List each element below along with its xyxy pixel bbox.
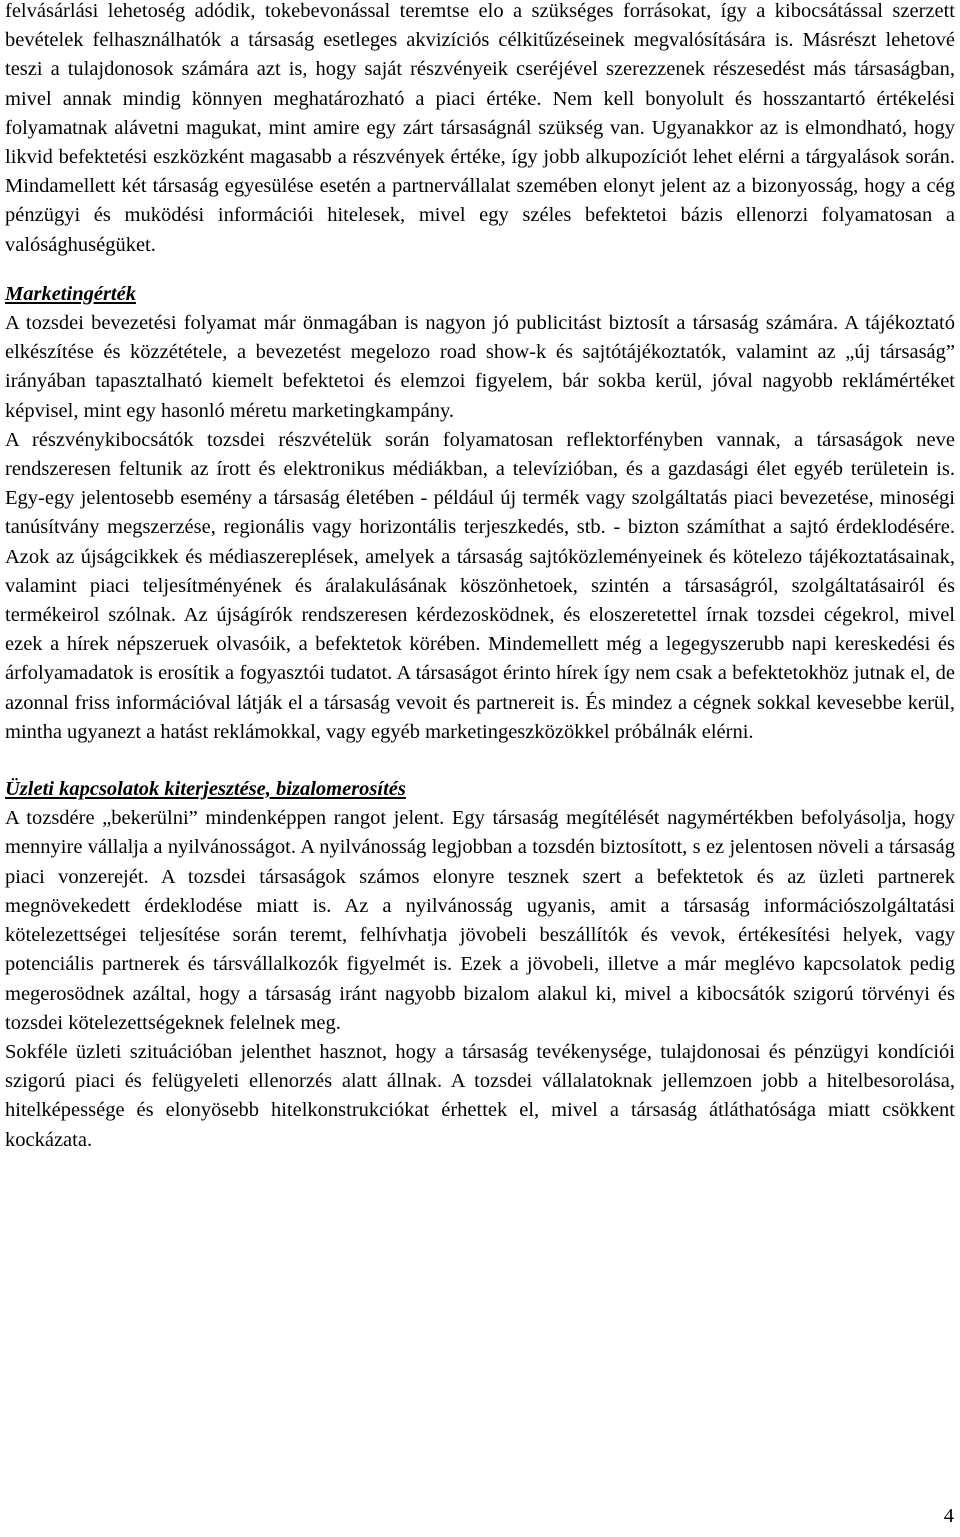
marketing-heading: Marketingérték xyxy=(5,282,136,305)
marketing-paragraph-2: A részvénykibocsátók tozsdei részvételük során folyamatosan reflektorfényben vannak, a társaságok neve rendszeresen feltunik az írott és elektronikus médiákban, a televízióban, és a gazdasági élet egyéb területein is. Egy-egy jelentosebb esemény a társaság életében - például új termék vagy szolgáltatás piaci bevezetése, minoségi tanúsítvány megszerzése, regionális vagy horizontális terjeszkedés, stb. - bizton számíthat a sajtó érdeklodésére. Azok az újságcikkek és médiaszereplések, amelyek a társaság sajtóközleményeinek és kötelezo tájékoztatásainak, valamint piaci teljesítményének és áralakulásának köszönhetoek, szintén a társaságról, szolgáltatásairól és termékeirol szólnak. Az újságírók rendszeresen kérdezosködnek, és eloszeretettel írnak tozsdei cégekrol, mivel ezek a hírek népszeruek olvasóik, a befektetok körében. Mindemellett még a legegyszerubb napi kereskedési és árfolyamadatok is erosítik a fogyasztói tudatot. A társaságot érinto hírek így nem csak a befektetokhöz jutnak el, de azonnal friss információval látják el a társaság vevoit és partnereit is. És mindez a cégnek sokkal kevesebbe kerül, mintha ugyanezt a hatást reklámokkal, vagy egyéb marketingeszközökkel próbálnák elérni. xyxy=(5,428,955,743)
intro-paragraph: felvásárlási lehetoség adódik, tokebevonással teremtse elo a szükséges forrásokat, így a kibocsátással szerzett bevételek felhasználhatók a társaság esetleges akvizíciós célkitűzéseinek megvalósítására is. Másrészt lehetové teszi a tulajdonosok számára azt is, hogy saját részvényeik cseréjével szerezzenek részesedést más társaságban, mivel annak mindig könnyen meghatározható a piaci értéke. Nem kell bonyolult és hosszantartó értékelési folyamatnak alávetni magukat, mint amire egy zárt társaságnál szükség van. Ugyanakkor az is elmondható, hogy likvid befektetési eszközként magasabb a részvények értéke, így jobb alkupozíciót lehet elérni a tárgyalások során. Mindamellett két társaság egyesülése esetén a partnervállalat szemében elonyt jelent az a bizonyosság, hogy a cég pénzügyi és muködési információi hitelesek, mivel egy széles befektetoi bázis ellenorzi folyamatosan a valósághuségüket. xyxy=(5,0,955,256)
intro-section xyxy=(5,0,955,260)
business-paragraph-1: A tozsdére „bekerülni” mindenképpen rangot jelent. Egy társaság megítélését nagymértékben befolyásolja, hogy mennyire vállalja a nyilvánosságot. A nyilvánosság legjobban a tozsdén biztosított, s ez jelentosen növeli a társaság piaci vonzerejét. A tozsdei társaságok számos elonyre tesznek szert a befektetok és az üzleti partnerek megnövekedett érdeklodése miatt is. Az a nyilvánosság ugyanis, amit a társaság információszolgáltatási kötelezettségei teljesítése során teremt, felhívhatja jövobeli beszállítók és vevok, értékesítési helyek, vagy potenciális partnerek és társvállalkozók figyelmét is. Ezek a jövobeli, illetve a már meglévo kapcsolatok pedig megerosödnek azáltal, hogy a társaság iránt nagyobb bizalom alakul ki, mivel a kibocsátók szigorú törvényi és tozsdei kötelezettségeknek felelnek meg. xyxy=(5,807,955,1034)
marketing-paragraph-1: A tozsdei bevezetési folyamat már önmagában is nagyon jó publicitást biztosít a társaság számára. A tájékoztató elkészítése és közzététele, a bevezetést megelozo road show-k és sajtótájékoztatók, valamint az „új társaság” irányában tapasztalható kiemelt befektetoi és elemzoi figyelem, bár sokba kerül, jóval nagyobb reklámértéket képvisel, mint egy hasonló méretu marketingkampány. xyxy=(5,312,955,422)
page-content xyxy=(5,0,955,1155)
page-number: 4 xyxy=(943,1505,954,1527)
marketing-section xyxy=(5,280,955,747)
business-section xyxy=(5,775,955,1155)
business-heading: Üzleti kapcsolatok kiterjesztése, bizalomerosítés xyxy=(5,778,406,801)
business-paragraph-2: Sokféle üzleti szituációban jelenthet hasznot, hogy a társaság tevékenysége, tulajdonosai és pénzügyi kondíciói szigorú piaci és felügyeleti ellenorzés alatt állnak. A tozsdei vállalatoknak jellemzoen jobb a hitelbesorolása, hitelképessége és elonyösebb hitelkonstrukciókat érhettek el, mivel a társaság átláthatósága miatt csökkent kockázata. xyxy=(5,1040,955,1151)
